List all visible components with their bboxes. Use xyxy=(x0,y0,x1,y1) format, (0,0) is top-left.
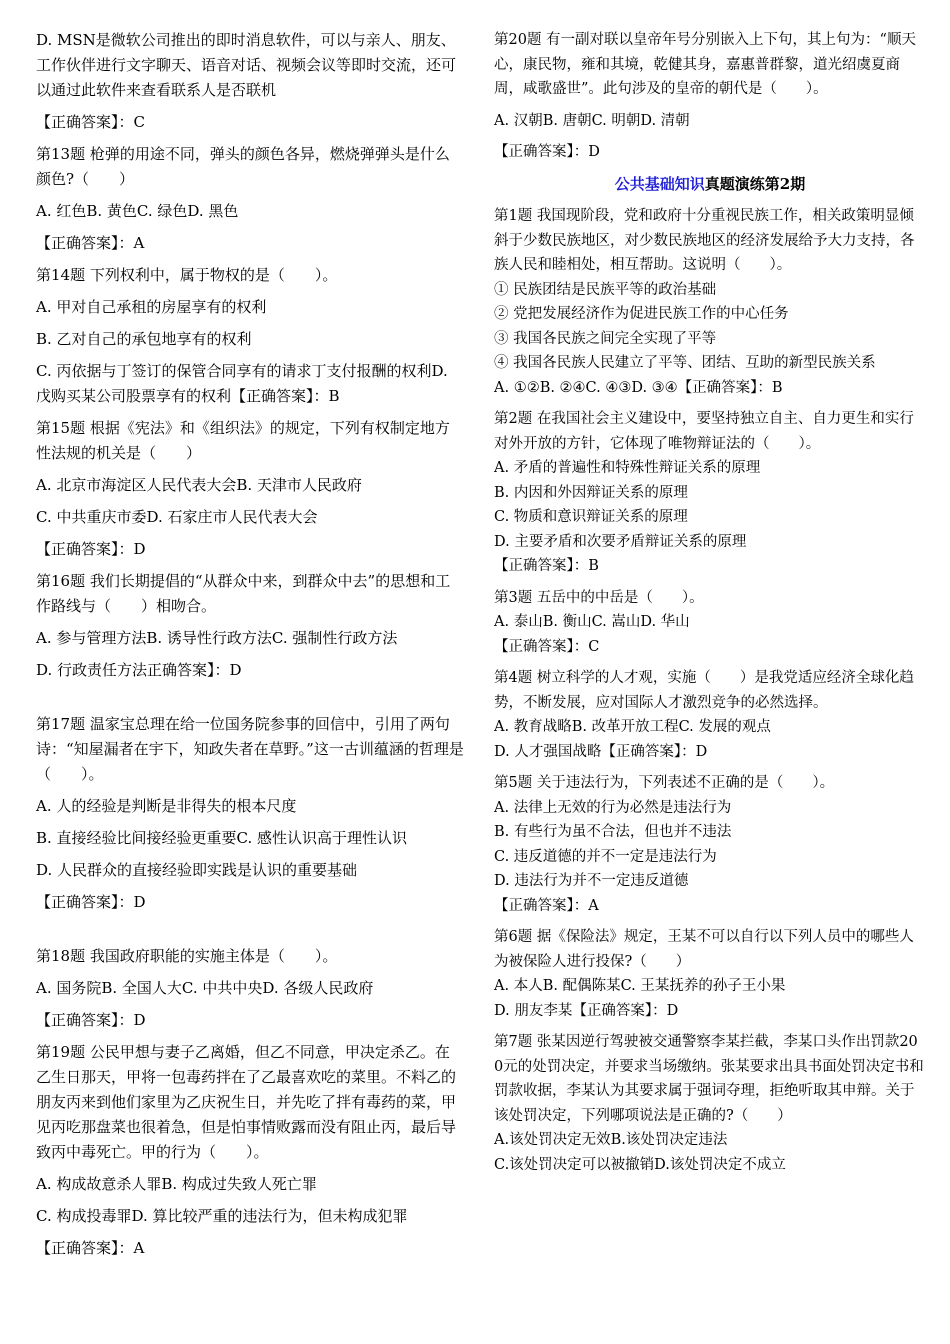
p2-q5-question: 第5题 关于违法行为，下列表述不正确的是（ ）。 xyxy=(494,775,835,791)
p2-q1-item-4: ④ 我国各民族人民建立了平等、团结、互助的新型民族关系 xyxy=(494,355,876,371)
q20-question: 第20题 有一副对联以皇帝年号分别嵌入上下句，其上句为：“顺天心，康民物，雍和其境，乾健其身，嘉惠普群黎，道光绍虞夏商周，咸歌盛世”。此句涉及的皇帝的朝代是（ ）。 xyxy=(494,32,916,97)
left-column xyxy=(36,28,464,1268)
q14-option-b: B. 乙对自己的承包地享有的权利 xyxy=(36,330,252,348)
q13-answer: 【正确答案】：A xyxy=(36,234,145,252)
q14-question: 第14题 下列权利中，属于物权的是（ ）。 xyxy=(36,266,338,284)
q15-answer: 【正确答案】：D xyxy=(36,540,146,558)
q20-options: A. 汉朝B. 唐朝C. 明朝D. 清朝 xyxy=(494,112,690,129)
q17-question: 第17题 温家宝总理在给一位国务院参事的回信中，引用了两句诗：“知屋漏者在宇下，知政失者在草野。”这一古训蕴涵的哲理是（ ）。 xyxy=(36,715,464,783)
q12-answer: 【正确答案】：C xyxy=(36,113,145,131)
p2-q4-question: 第4题 树立科学的人才观，实施（ ）是我党适应经济全球化趋势，不断发展，应对国际人才激烈竞争的必然选择。 xyxy=(494,670,914,711)
q13-options: A. 红色B. 黄色C. 绿色D. 黑色 xyxy=(36,202,239,220)
p2-q2-option-b: B. 内因和外因辩证关系的原理 xyxy=(494,484,688,501)
q19-question: 第19题 公民甲想与妻子乙离婚，但乙不同意，甲决定杀乙。在乙生日那天，甲将一包毒药拌在了乙最喜欢吃的菜里。不料乙的朋友丙来到他们家里为乙庆祝生日，并先吃了拌有毒药的菜，甲见丙吃那盘菜也很着急，但是怕事情败露而没有阻止丙，最后导致丙中毒死亡。甲的行为（ ）。 xyxy=(36,1043,457,1161)
q12-option-d: D. MSN是微软公司推出的即时消息软件，可以与亲人、朋友、工作伙伴进行文字聊天、语音对话、视频会议等即时交流，还可以通过此软件来查看联系人是否联机 xyxy=(36,31,457,99)
p2-q2-answer: 【正确答案】：B xyxy=(494,558,599,574)
q19-options-cd: C. 构成投毒罪D. 算比较严重的违法行为，但未构成犯罪 xyxy=(36,1207,408,1225)
q20-answer: 【正确答案】：D xyxy=(494,144,600,160)
section-title-blue: 公共基础知识 xyxy=(614,174,705,193)
p2-q7-question: 第7题 张某因逆行驾驶被交通警察李某拦截，李某口头作出罚款200元的处罚决定，并要求当场缴纳。张某要求出具书面处罚决定书和罚款收据，李某认为其要求属于强词夺理，拒绝听取其申辩。关于该处罚决定，下列哪项说法是正确的?（ ） xyxy=(494,1034,924,1124)
p2-q5-option-b: B. 有些行为虽不合法，但也并不违法 xyxy=(494,824,732,840)
p2-q3-answer: 【正确答案】：C xyxy=(494,638,600,655)
p2-q1-question: 第1题 我国现阶段，党和政府十分重视民族工作，相关政策明显倾斜于少数民族地区，对少数民族地区的经济发展给予大力支持，各族人民和睦相处，相互帮助。这说明（ ）。 xyxy=(494,208,915,273)
q18-question: 第18题 我国政府职能的实施主体是（ ）。 xyxy=(36,947,338,965)
p2-q6-option-d-answer: D. 朋友李某【正确答案】：D xyxy=(494,1002,679,1019)
q14-options-cd-answer: C. 丙依据与丁签订的保管合同享有的请求丁支付报酬的权利D. 戊购买某公司股票享有的权利【正确答案】：B xyxy=(36,362,448,405)
q17-option-a: A. 人的经验是判断是非得失的根本尺度 xyxy=(36,797,297,815)
p2-q2-option-a: A. 矛盾的普遍性和特殊性辩证关系的原理 xyxy=(494,460,761,476)
q16-option-d-answer: D. 行政责任方法正确答案】：D xyxy=(36,661,242,679)
spacer xyxy=(36,922,464,944)
q15-options-cd: C. 中共重庆市委D. 石家庄市人民代表大会 xyxy=(36,508,318,526)
p2-q3-question: 第3题 五岳中的中岳是（ ）。 xyxy=(494,589,704,606)
p2-q5-option-a: A. 法律上无效的行为必然是违法行为 xyxy=(494,799,732,816)
p2-q2-option-d: D. 主要矛盾和次要矛盾辩证关系的原理 xyxy=(494,533,747,550)
q15-options-ab: A. 北京市海淀区人民代表大会B. 天津市人民政府 xyxy=(36,476,362,494)
right-column xyxy=(494,28,926,1177)
p2-q1-item-2: ② 党把发展经济作为促进民族工作的中心任务 xyxy=(494,306,789,322)
p2-q4-option-d-answer: D. 人才强国战略【正确答案】：D xyxy=(494,743,708,760)
p2-q2-option-c: C. 物质和意识辩证关系的原理 xyxy=(494,509,688,525)
p2-q5-option-c: C. 违反道德的并不一定是违法行为 xyxy=(494,848,717,865)
p2-q1-item-1: ① 民族团结是民族平等的政治基础 xyxy=(494,281,717,298)
p2-q1-options-answer: A. ①②B. ②④C. ④③D. ③④【正确答案】：B xyxy=(494,379,783,396)
section-title-rest: 真题演练第2期 xyxy=(704,174,806,193)
p2-q7-options-ab: A.该处罚决定无效B.该处罚决定违法 xyxy=(494,1132,728,1148)
p2-q5-answer: 【正确答案】：A xyxy=(494,897,599,914)
p2-q6-options-abc: A. 本人B. 配偶陈某C. 王某抚养的孙子王小果 xyxy=(494,978,786,994)
q17-answer: 【正确答案】：D xyxy=(36,893,146,911)
spacer xyxy=(36,690,464,712)
q16-options-abc: A. 参与管理方法B. 诱导性行政方法C. 强制性行政方法 xyxy=(36,629,398,647)
q13-question: 第13题 枪弹的用途不同，弹头的颜色各异，燃烧弹弹头是什么颜色?（ ） xyxy=(36,145,450,188)
q18-answer: 【正确答案】：D xyxy=(36,1011,146,1029)
q16-question: 第16题 我们长期提倡的“从群众中来，到群众中去”的思想和工作路线与（ ）相吻合。 xyxy=(36,572,451,615)
section-title xyxy=(494,172,926,197)
p2-q6-question: 第6题 据《保险法》规定，王某不可以自行以下列人员中的哪些人为被保险人进行投保?（ ） xyxy=(494,929,914,970)
q17-options-bc: B. 直接经验比间接经验更重要C. 感性认识高于理性认识 xyxy=(36,829,408,847)
q14-option-a: A. 甲对自己承租的房屋享有的权利 xyxy=(36,298,267,316)
p2-q3-options: A. 泰山B. 衡山C. 嵩山D. 华山 xyxy=(494,614,690,630)
q19-options-ab: A. 构成故意杀人罪B. 构成过失致人死亡罪 xyxy=(36,1175,317,1193)
p2-q1-item-3: ③ 我国各民族之间完全实现了平等 xyxy=(494,330,717,347)
p2-q7-options-cd: C.该处罚决定可以被撤销D.该处罚决定不成立 xyxy=(494,1156,786,1173)
q15-question: 第15题 根据《宪法》和《组织法》的规定，下列有权制定地方性法规的机关是（ ） xyxy=(36,419,450,462)
p2-q5-option-d: D. 违法行为并不一定违反道德 xyxy=(494,873,689,889)
p2-q4-options-abc: A. 教育战略B. 改革开放工程C. 发展的观点 xyxy=(494,719,771,735)
p2-q2-question: 第2题 在我国社会主义建设中，要坚持独立自主、自力更生和实行对外开放的方针，它体现了唯物辩证法的（ ）。 xyxy=(494,411,914,452)
q18-options: A. 国务院B. 全国人大C. 中共中央D. 各级人民政府 xyxy=(36,979,374,997)
q17-option-d: D. 人民群众的直接经验即实践是认识的重要基础 xyxy=(36,861,358,879)
q19-answer: 【正确答案】：A xyxy=(36,1239,145,1257)
